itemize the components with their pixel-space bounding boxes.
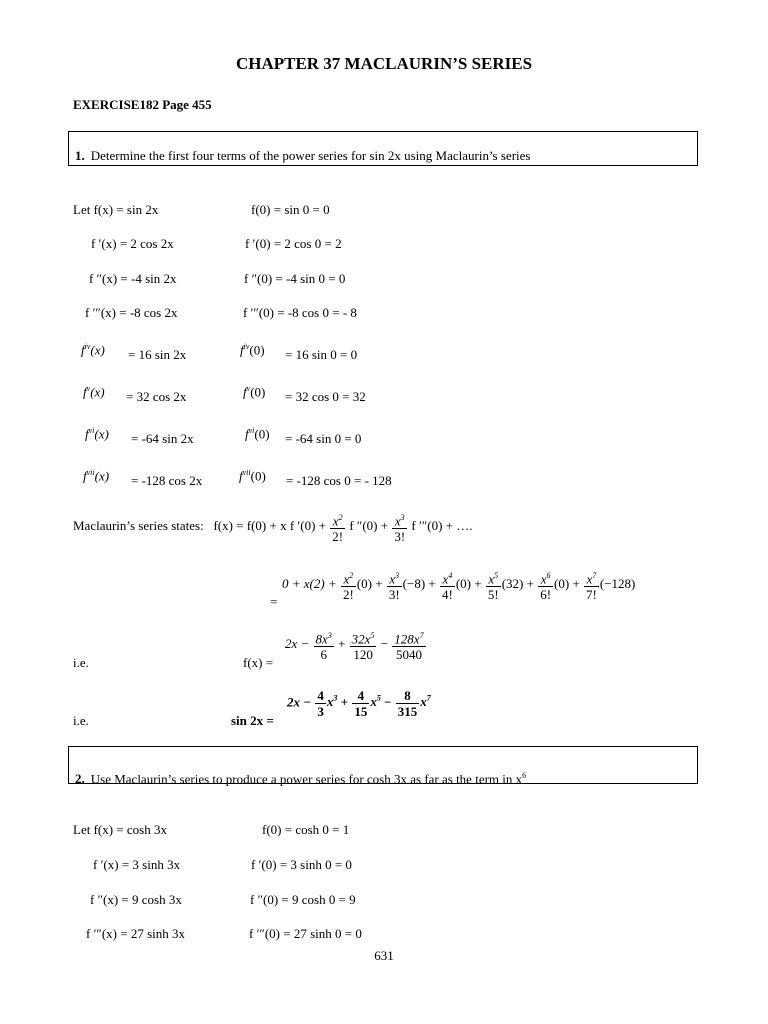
ie-label-2: i.e. bbox=[73, 713, 89, 728]
deriv-row-5-right: $f^v(0)$ bbox=[243, 384, 266, 400]
deriv-row-6-right: $f^{vi}(0)$ bbox=[245, 426, 270, 442]
deriv-row-4-left-value: = 16 sin 2x bbox=[128, 347, 187, 362]
deriv-row-0-right: f(0) = sin 0 = 0 bbox=[251, 202, 330, 217]
deriv-row-3-right: f ′″(0) = -8 cos 0 = - 8 bbox=[243, 305, 357, 320]
maclaurin-term-2-fraction: $\frac{x^2}{2!}$ bbox=[330, 510, 345, 544]
deriv-row-6-right-value: = -64 sin 0 = 0 bbox=[285, 431, 362, 446]
deriv-row-6-left: $f^{vi}(x)$ bbox=[85, 426, 109, 442]
deriv-row-4-right: $f^{iv}(0)$ bbox=[240, 342, 265, 358]
ie-lhs-2: sin 2x = bbox=[231, 713, 274, 728]
deriv2-row-0-right: f(0) = cosh 0 = 1 bbox=[262, 822, 350, 837]
deriv-row-2-right: f ″(0) = -4 sin 0 = 0 bbox=[244, 271, 346, 286]
ie-label-1: i.e. bbox=[73, 655, 89, 670]
question-1-box bbox=[68, 131, 698, 166]
deriv2-row-0-left: Let f(x) = cosh 3x bbox=[73, 822, 167, 837]
deriv2-row-2-right: f ″(0) = 9 cosh 0 = 9 bbox=[250, 892, 356, 907]
deriv2-row-1-right: f ′(0) = 3 sinh 0 = 0 bbox=[251, 857, 352, 872]
deriv-row-5-left-value: = 32 cos 2x bbox=[126, 389, 187, 404]
question-2-box bbox=[68, 746, 698, 787]
deriv-row-1-left: f ′(x) = 2 cos 2x bbox=[91, 236, 174, 251]
exercise-heading: EXERCISE182 Page 455 bbox=[73, 97, 212, 112]
deriv-row-2-left: f ″(x) = -4 sin 2x bbox=[89, 271, 177, 286]
result-series-sin2x: 2x − $\frac{4}{3}$ $x^3$ + $\frac{4}{15}$ $x^5$ − $\frac{8}{315}$ $x^7$ bbox=[287, 688, 431, 719]
chapter-title: CHAPTER 37 MACLAURIN’S SERIES bbox=[235, 54, 533, 73]
question-1-number: 1. bbox=[75, 148, 85, 163]
question-2-text: Use Maclaurin’s series to produce a power series for cosh 3x as far as the term in x bbox=[90, 771, 523, 787]
result-series-f: 2x − $\frac{8x^3}{6}$ + $\frac{32x^5}{120}$ − $\frac{128x^7}{5040}$ bbox=[285, 628, 427, 662]
deriv2-row-3-right: f ′″(0) = 27 sinh 0 = 0 bbox=[249, 926, 362, 941]
deriv2-row-3-left: f ′″(x) = 27 sinh 3x bbox=[86, 926, 185, 941]
question-1-text: Determine the first four terms of the power series for sin 2x using Maclaurin’s series bbox=[90, 148, 531, 163]
deriv-row-4-left: $f^{iv}(x)$ bbox=[81, 342, 105, 358]
deriv-row-0-left: Let f(x) = sin 2x bbox=[73, 202, 159, 217]
deriv-row-7-left: $f^{vii}(x)$ bbox=[83, 468, 110, 484]
ie-lhs-1: f(x) = bbox=[243, 655, 274, 670]
deriv-row-5-right-value: = 32 cos 0 = 32 bbox=[285, 389, 366, 404]
question-2-sup: 6 bbox=[522, 771, 527, 780]
deriv2-row-1-left: f ′(x) = 3 sinh 3x bbox=[93, 857, 181, 872]
question-2-number: 2. bbox=[75, 771, 85, 787]
deriv-row-6-left-value: = -64 sin 2x bbox=[131, 431, 194, 446]
deriv-row-7-left-value: = -128 cos 2x bbox=[131, 473, 203, 488]
deriv-row-5-left: $f^v(x)$ bbox=[83, 384, 105, 400]
deriv-row-7-right: $f^{vii}(0)$ bbox=[239, 468, 266, 484]
deriv-row-3-left: f ′″(x) = -8 cos 2x bbox=[85, 305, 178, 320]
maclaurin-statement: Maclaurin’s series states: f(x) = f(0) + x f ′(0) + $\frac{x^2}{2!}$ f ″(0) + $\frac{x^3}{3!}$ f ′″(0) + …. bbox=[73, 510, 473, 544]
substitution-equals: = bbox=[270, 594, 278, 609]
maclaurin-term-3-fraction: $\frac{x^3}{3!}$ bbox=[392, 510, 407, 544]
deriv-row-4-right-value: = 16 sin 0 = 0 bbox=[285, 347, 358, 362]
deriv-row-1-right: f ′(0) = 2 cos 0 = 2 bbox=[245, 236, 342, 251]
page-number: 631 bbox=[374, 948, 394, 963]
deriv2-row-2-left: f ″(x) = 9 cosh 3x bbox=[90, 892, 182, 907]
substituted-series: 0 + x(2) + $\frac{x^2}{2!}$ (0) + $\frac{x^3}{3!}$ (−8) + $\frac{x^4}{4!}$ (0) + $\frac{x^5}{5!}$ (32) + $\frac{x^6}{6!}$ (0) + $\frac{x^7}{7!}$ (−128) bbox=[282, 568, 635, 602]
deriv-row-7-right-value: = -128 cos 0 = - 128 bbox=[286, 473, 392, 488]
